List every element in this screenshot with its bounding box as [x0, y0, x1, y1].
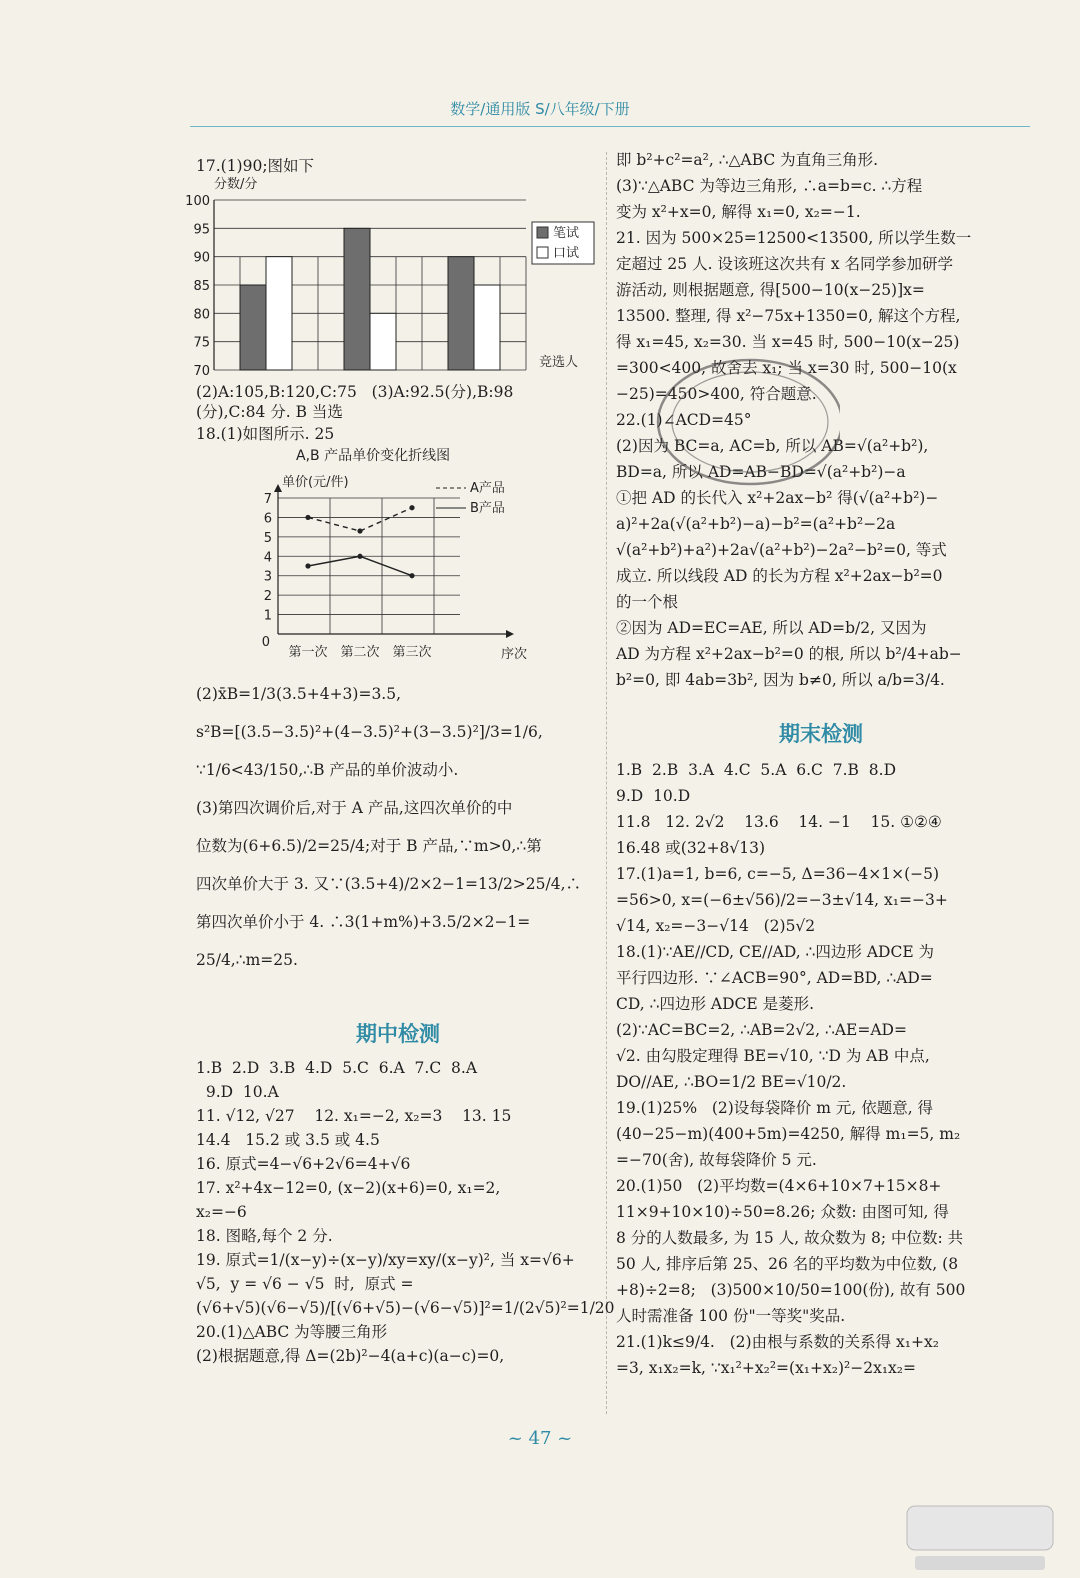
bar-ytick-label: 85: [193, 279, 210, 294]
bar-C-written: [448, 257, 474, 370]
q17-head: 17.(1)90;图如下: [196, 157, 315, 175]
midterm-line-9: 19. 原式=1/(x−y)÷(x−y)/xy=xy/(x−y)², 当 x=√6+: [196, 1251, 575, 1269]
bar-ytick-label: 80: [193, 307, 210, 323]
line-chart-xticks: [288, 644, 431, 660]
page-header: 数学/通用版 S/八年级/下册: [450, 100, 630, 118]
right-line-10: −25)=450>400, 符合题意.: [616, 385, 817, 403]
line-ytick-label: 5: [263, 530, 272, 546]
legend-written-label: 笔试: [553, 226, 580, 241]
bar-A-written: [240, 285, 266, 370]
final-line-12: √2. 由勾股定理得 BE=√10, ∵D 为 AB 中点,: [616, 1047, 930, 1065]
line-chart-xlabel: 序次: [501, 647, 528, 662]
final-line-17: 20.(1)50 (2)平均数=(4×6+10×7+15×8+: [616, 1177, 942, 1195]
bar-chart-xlabel: 竞选人: [539, 355, 579, 370]
final-line-18: 11×9+10×10)÷50=8.26; 众数: 由图可知, 得: [616, 1203, 949, 1221]
series-b-point: [357, 554, 362, 559]
final-line-22: 人时需准备 100 份"一等奖"奖品.: [616, 1307, 846, 1325]
line-ytick-label: 6: [263, 511, 272, 527]
final-line-10: CD, ∴四边形 ADCE 是菱形.: [616, 995, 815, 1013]
q18-line-3: ∵1/6<43/150,∴B 产品的单价波动小.: [196, 761, 459, 779]
final-line-20: 50 人, 排序后第 25、26 名的平均数为中位数, (8: [616, 1255, 959, 1273]
bar-A-oral: [266, 257, 292, 370]
series-b-point: [305, 563, 310, 568]
right-line-18: 的一个根: [616, 593, 679, 611]
series-b-line: [308, 556, 412, 575]
final-line-21: +8)÷2=8; (3)500×10/50=100(份), 故有 500: [616, 1281, 966, 1299]
midterm-line-1: 1.B 2.D 3.B 4.D 5.C 6.A 7.C 8.A: [196, 1059, 478, 1077]
y-arrow: [274, 484, 282, 492]
line-xtick-label: 第二次: [340, 645, 380, 660]
watermark-logo: [905, 1502, 1055, 1574]
page-number: ~ 47 ~: [507, 1428, 573, 1449]
bar-ytick-label: 100: [185, 194, 210, 209]
midterm-line-6: 17. x²+4x−12=0, (x−2)(x+6)=0, x₁=2,: [196, 1179, 501, 1197]
bar-ytick-label: 70: [193, 364, 210, 376]
legend-b-label: B产品: [470, 501, 505, 516]
right-line-21: b²=0, 即 4ab=3b², 因为 b≠0, 所以 a/b=3/4.: [616, 671, 945, 689]
bar-chart-xticks: [262, 375, 479, 376]
right-line-11: 22.(1)∠ACD=45°: [616, 411, 752, 429]
final-line-23: 21.(1)k≤9/4. (2)由根与系数的关系得 x₁+x₂: [616, 1333, 939, 1351]
line-ytick-label: 1: [263, 608, 272, 624]
final-line-14: 19.(1)25% (2)设每袋降价 m 元, 依题意, 得: [616, 1099, 934, 1117]
bar-ytick-label: 75: [193, 335, 210, 351]
final-line-11: (2)∵AC=BC=2, ∴AB=2√2, ∴AE=AD=: [616, 1021, 907, 1039]
midterm-line-7: x₂=−6: [196, 1203, 247, 1221]
q18-line-5: 位数为(6+6.5)/2=25/4;对于 B 产品,∵m>0,∴第: [196, 837, 542, 855]
final-line-5: 17.(1)a=1, b=6, c=−5, Δ=36−4×1×(−5): [616, 865, 940, 883]
right-line-8: 得 x₁=45, x₂=30. 当 x=45 时, 500−10(x−25): [616, 333, 960, 351]
q18-line-4: (3)第四次调价后,对于 A 产品,这四次单价的中: [196, 799, 513, 817]
midterm-line-5: 16. 原式=4−√6+2√6=4+√6: [196, 1155, 411, 1173]
bar-xtick-label: [469, 375, 478, 376]
final-title: 期末检测: [779, 722, 863, 746]
ink-stamp: [600, 352, 840, 492]
line-chart-ylabel: 单价(元/件): [282, 475, 349, 490]
q17-tail-2: (分),C:84 分. B 当选: [196, 403, 343, 421]
line-chart-yticks: [264, 492, 272, 624]
q18-line-1: (2)x̄B=1/3(3.5+4+3)=3.5,: [196, 685, 402, 703]
right-line-15: a)²+2a(√(a²+b²)−a)−b²=(a²+b²−2a: [616, 515, 896, 533]
midterm-line-2: 9.D 10.A: [196, 1083, 279, 1101]
right-line-9: =300<400, 故舍去 x₁; 当 x=30 时, 500−10(x: [616, 359, 957, 377]
line-chart: [236, 444, 556, 664]
series-a-point: [305, 515, 310, 520]
line-xtick-label: 第一次: [288, 645, 328, 660]
bar-C-oral: [474, 285, 500, 370]
midterm-line-10: √5, y = √6 − √5 时, 原式 =: [196, 1275, 414, 1293]
line-ytick-label: 2: [263, 589, 272, 605]
right-line-17: 成立. 所以线段 AD 的长为方程 x²+2ax−b²=0: [616, 567, 943, 585]
series-a-point: [357, 528, 362, 533]
q18-line-6: 四次单价大于 3. 又∵(3.5+4)/2×2−1=13/2>25/4,∴: [196, 875, 582, 893]
right-line-2: (3)∵△ABC 为等边三角形, ∴a=b=c. ∴方程: [616, 177, 923, 195]
final-line-3: 11.8 12. 2√2 13.6 14. −1 15. ①②④: [616, 813, 942, 831]
midterm-line-12: 20.(1)△ABC 为等腰三角形: [196, 1323, 388, 1341]
line-ytick-label: 4: [263, 550, 272, 566]
midterm-title: 期中检测: [356, 1022, 440, 1046]
series-a-point: [409, 505, 414, 510]
final-line-24: =3, x₁x₂=k, ∵x₁²+x₂²=(x₁+x₂)²−2x₁x₂=: [616, 1359, 916, 1377]
right-line-6: 游活动, 则根据题意, 得[500−10(x−25)]x=: [616, 281, 925, 299]
right-line-3: 变为 x²+x=0, 解得 x₁=0, x₂=−1.: [616, 203, 861, 221]
line-chart-title: A,B 产品单价变化折线图: [296, 448, 451, 464]
line-ytick-label: 3: [263, 569, 272, 585]
legend-a-label: A产品: [470, 481, 505, 496]
q18-line-8: 25/4,∴m=25.: [196, 951, 298, 969]
midterm-line-8: 18. 图略,每个 2 分.: [196, 1227, 333, 1245]
right-line-1: 即 b²+c²=a², ∴△ABC 为直角三角形.: [616, 151, 879, 169]
final-line-9: 平行四边形. ∵∠ACB=90°, AD=BD, ∴AD=: [616, 969, 933, 987]
final-line-8: 18.(1)∵AE//CD, CE//AD, ∴四边形 ADCE 为: [616, 943, 935, 961]
bar-chart: [184, 176, 604, 376]
right-line-20: AD 为方程 x²+2ax−b²=0 的根, 所以 b²/4+ab−: [616, 645, 962, 663]
right-line-16: √(a²+b²)+a²)+2a√(a²+b²)−2a²−b²=0, 等式: [616, 541, 947, 559]
bar-B-oral: [370, 313, 396, 370]
bar-ytick-label: 95: [193, 222, 210, 238]
final-line-16: =−70(舍), 故每袋降价 5 元.: [616, 1151, 817, 1169]
q18-line-7: 第四次单价小于 4. ∴3(1+m%)+3.5/2×2−1=: [196, 913, 531, 931]
right-line-7: 13500. 整理, 得 x²−75x+1350=0, 解这个方程,: [616, 307, 961, 325]
line-origin-label: 0: [261, 635, 270, 650]
line-xtick-label: 第三次: [392, 645, 432, 660]
final-line-6: =56>0, x=(−6±√56)/2=−3±√14, x₁=−3+: [616, 891, 948, 909]
right-line-4: 21. 因为 500×25=12500<13500, 所以学生数一: [616, 229, 972, 247]
header-rule: [190, 126, 1030, 127]
final-line-19: 8 分的人数最多, 为 15 人, 故众数为 8; 中位数: 共: [616, 1229, 964, 1247]
final-line-7: √14, x₂=−3−√14 (2)5√2: [616, 917, 816, 935]
bar-chart-bars: [240, 228, 500, 370]
q18-line-2: s²B=[(3.5−3.5)²+(4−3.5)²+(3−3.5)²]/3=1/6,: [196, 723, 543, 741]
q17-tail-1: (2)A:105,B:120,C:75 (3)A:92.5(分),B:98: [196, 383, 514, 401]
final-line-13: DO//AE, ∴BO=1/2 BE=√10/2.: [616, 1073, 847, 1091]
series-b-point: [409, 573, 414, 578]
bar-xtick-label: [366, 375, 375, 376]
series-a-line: [308, 508, 412, 531]
x-arrow: [506, 630, 514, 638]
midterm-line-13: (2)根据题意,得 Δ=(2b)²−4(a+c)(a−c)=0,: [196, 1347, 505, 1365]
column-divider: [606, 152, 607, 1414]
right-line-12: (2)因为 BC=a, AC=b, 所以 AB=√(a²+b²),: [616, 437, 929, 455]
legend-oral-swatch: [537, 247, 548, 258]
right-line-13: BD=a, 所以 AD=AB−BD=√(a²+b²)−a: [616, 463, 906, 481]
right-line-19: ②因为 AD=EC=AE, 所以 AD=b/2, 又因为: [616, 619, 927, 637]
bar-xtick-label: [262, 375, 271, 376]
right-line-14: ①把 AD 的长代入 x²+2ax−b² 得(√(a²+b²)−: [616, 489, 939, 507]
legend-written-swatch: [537, 227, 548, 238]
right-line-5: 定超过 25 人. 设该班这次共有 x 名同学参加研学: [616, 255, 954, 273]
q18-head: 18.(1)如图所示. 25: [196, 425, 335, 443]
bar-chart-yticks: [185, 194, 210, 376]
line-chart-series: [305, 505, 414, 578]
bar-B-written: [344, 228, 370, 370]
final-line-4: 16.48 或(32+8√13): [616, 839, 766, 857]
legend-oral-label: 口试: [553, 246, 580, 261]
bar-chart-ylabel: 分数/分: [214, 177, 258, 192]
final-line-15: (40−25−m)(400+5m)=4250, 解得 m₁=5, m₂: [616, 1125, 961, 1143]
midterm-line-11: (√6+√5)(√6−√5)/[(√6+√5)−(√6−√5)]²=1/(2√5)²=1/20: [196, 1299, 615, 1317]
midterm-line-4: 14.4 15.2 或 3.5 或 4.5: [196, 1131, 380, 1149]
final-line-1: 1.B 2.B 3.A 4.C 5.A 6.C 7.B 8.D: [616, 761, 896, 779]
midterm-line-3: 11. √12, √27 12. x₁=−2, x₂=3 13. 15: [196, 1107, 512, 1125]
bar-ytick-label: 90: [193, 250, 210, 266]
final-line-2: 9.D 10.D: [616, 787, 691, 805]
line-ytick-label: 7: [263, 492, 272, 507]
